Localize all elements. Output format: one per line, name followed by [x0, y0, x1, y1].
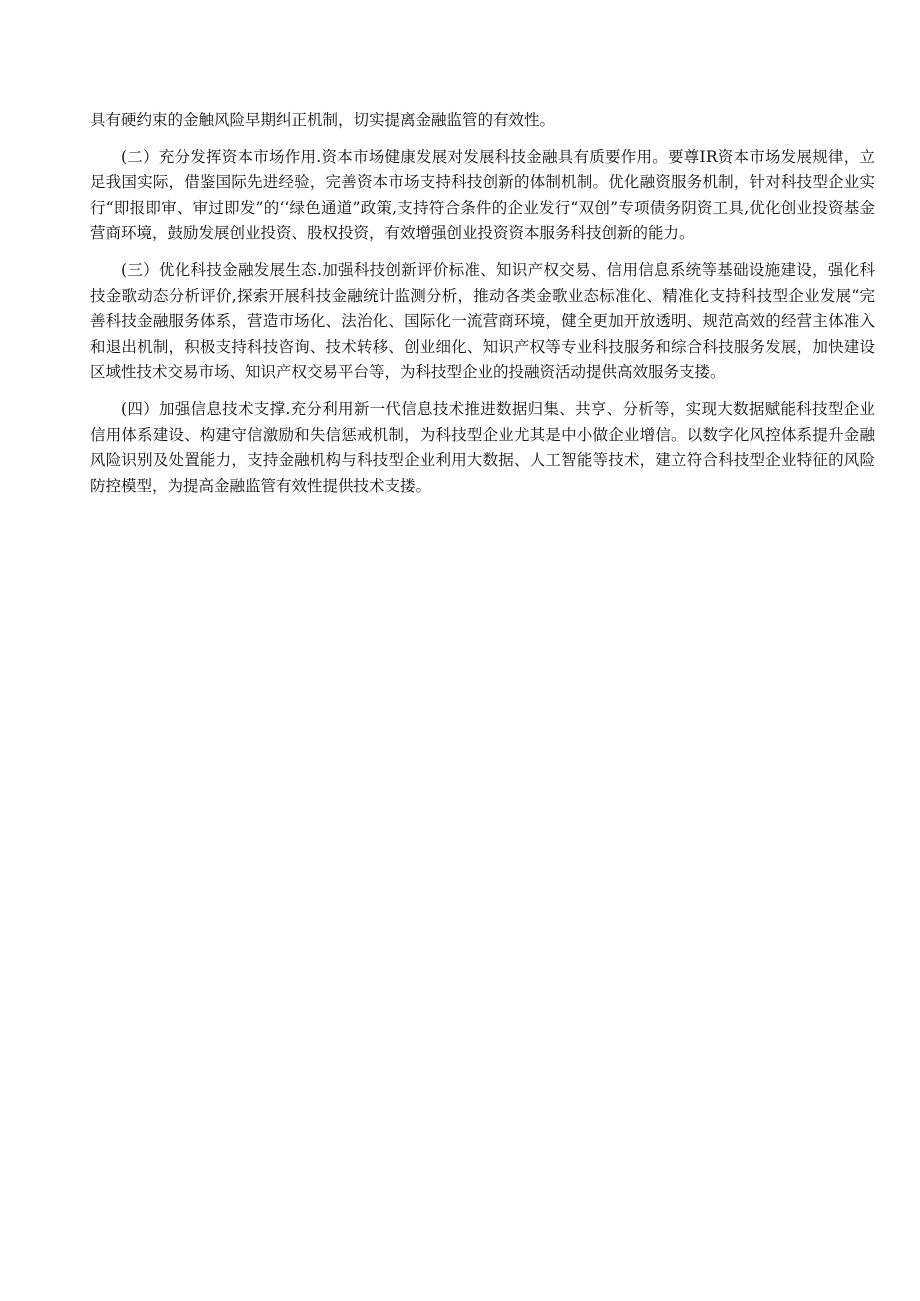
paragraph-continuation: 具有硬约束的金触风险早期纠正机制，切实提离金融监管的有效性。 — [90, 111, 556, 129]
document-body — [90, 108, 875, 510]
paragraph-capital-market: (二）充分发挥资本市场作用.资本市场健康发展对发展科技金融具有质要作用。要尊ⅠR资本市场发展规律，立足我国实际，借鉴国际先进经验，完善资本市场支持科技创新的体制机制。优化融资服务机制，针对科技型企业实行“即报即审、审过即发”的‘‘绿色通道”政策,支持符合条件的企业发行“双创”专项债务阴资工具,优化创业投资基金营商环境，鼓励发展创业投资、股权投资，有效增强创业投资资本服务科技创新的能力。 — [90, 147, 875, 243]
paragraph-finance-ecosystem: (三）优化科技金融发展生态.加强科技创新评价标准、知识产权交易、信用信息系统等基础设施建设，强化科技金歌动态分析评价,探索开展科技金融统计监测分析，推动各类金歌业态标准化、精准化支持科技型企业发展“完善科技金融服务体系，营造市场化、法治化、国际化一流营商环境，健全更加开放透明、规范高效的经营主体准入和退出机制，积极支持科技咨询、技术转移、创业细化、知识产权等专业科技服务和综合科技服务发展，加快建设区域性技术交易市场、知识产权交易平台等，为科技型企业的投融资活动提供高效服务支搂。 — [90, 260, 875, 382]
paragraph-information-technology: (四）加强信息技术支撑.充分利用新一代信息技术推进数据归集、共亨、分析等，实现大数据赋能科技型企业信用体系建设、构建守信激励和失信惩戒机制，为科技型企业尤其是中小做企业增信。以数字化风控体系提升金融风险识别及处置能力，支持金融机构与科技型企业利用大数据、人工智能等技术，建立符合科技型企业特征的风险防控模型，为提高金融监管有效性提供技术支搂。 — [90, 399, 875, 495]
